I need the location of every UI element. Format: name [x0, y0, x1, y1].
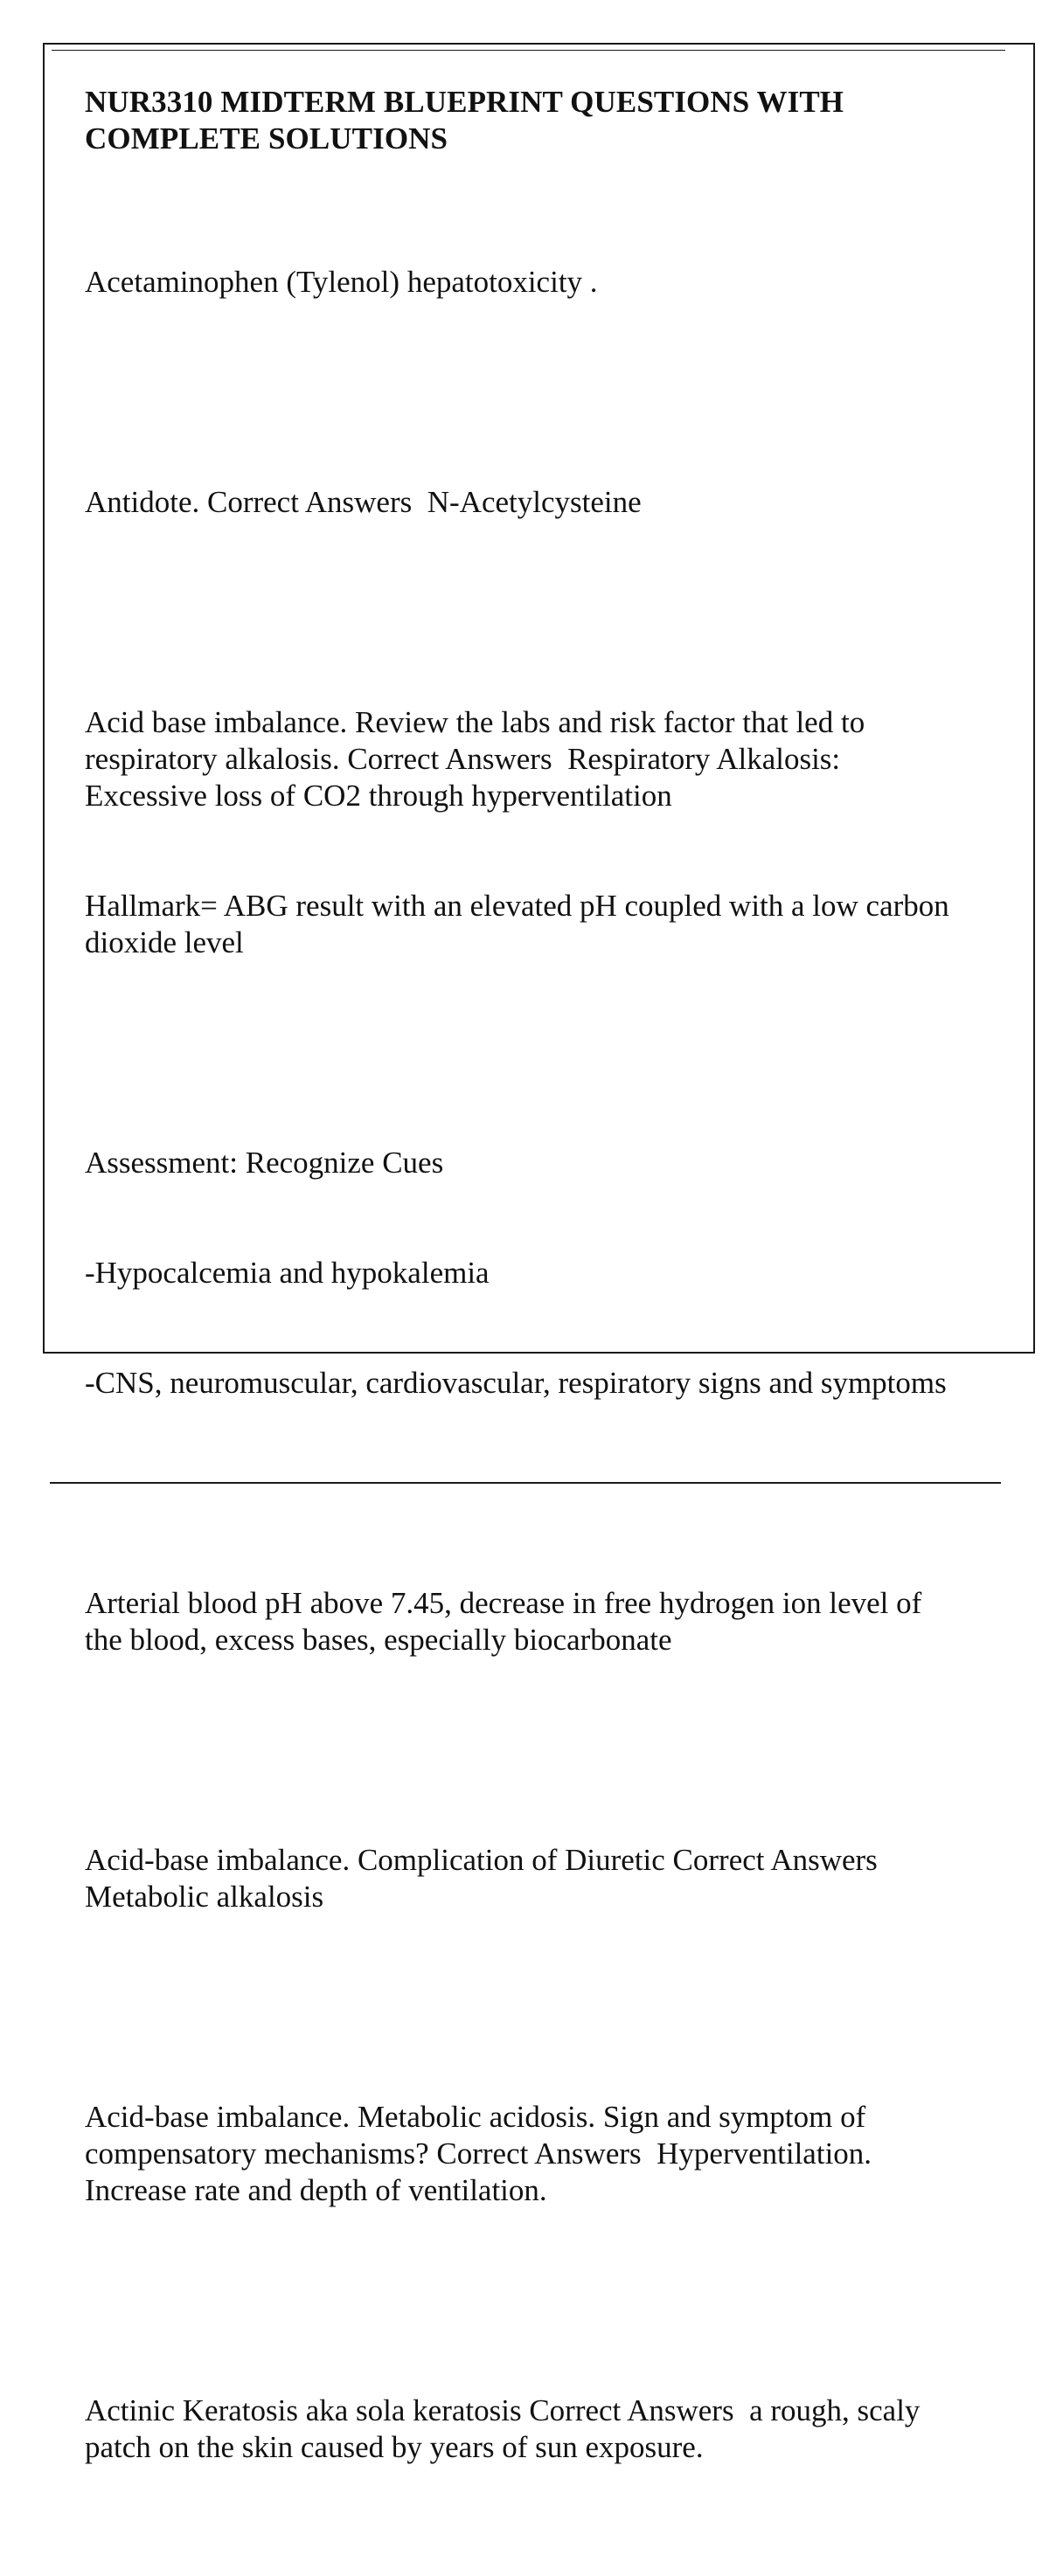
qa-line: -CNS, neuromuscular, cardiovascular, respiratory signs and symptoms [85, 1366, 947, 1400]
qa-block-respiratory-alkalosis [85, 631, 959, 1035]
qa-block-diuretic [85, 1769, 959, 1989]
qa-line: Acid-base imbalance. Complication of Diuretic Correct Answers Metabolic alkalosis [85, 1843, 886, 1914]
qa-block-arterial-ph [85, 1512, 959, 1732]
qa-block-metabolic-acidosis [85, 2025, 959, 2282]
document-content [85, 84, 959, 2576]
qa-line: Acetaminophen (Tylenol) hepatotoxicity . [85, 265, 598, 299]
footer-rule [50, 1482, 1001, 1484]
qa-block-actinic-keratosis [85, 2319, 959, 2539]
qa-line: Actinic Keratosis aka sola keratosis Correct Answers a rough, scaly patch on the skin caused by years of sun exposure. [85, 2393, 928, 2464]
qa-block-acetaminophen [85, 190, 959, 374]
qa-block-antidote [85, 411, 959, 594]
qa-line: Arterial blood pH above 7.45, decrease in free hydrogen ion level of the blood, excess bases, especially biocarbonate [85, 1586, 930, 1657]
qa-block-assessment [85, 1071, 959, 1475]
qa-line: -Hypocalcemia and hypokalemia [85, 1256, 490, 1290]
frame-top-rule [52, 50, 1005, 51]
qa-line: Hallmark= ABG result with an elevated pH coupled with a low carbon dioxide level [85, 889, 957, 959]
qa-line: Antidote. Correct Answers N-Acetylcysteine [85, 485, 642, 519]
document-title: NUR3310 MIDTERM BLUEPRINT QUESTIONS WITH COMPLETE SOLUTIONS [85, 85, 844, 156]
qa-line: Acid base imbalance. Review the labs and risk factor that led to respiratory alkalosis. Correct Answers Respiratory Alkalosis: Excessive loss of CO2 through hyperventilation [85, 705, 872, 813]
qa-line: Assessment: Recognize Cues [85, 1146, 444, 1180]
qa-line: Acid-base imbalance. Metabolic acidosis. Sign and symptom of compensatory mechanisms? Correct Answers Hyperventilation. Increase rate and depth of ventilation. [85, 2100, 879, 2207]
